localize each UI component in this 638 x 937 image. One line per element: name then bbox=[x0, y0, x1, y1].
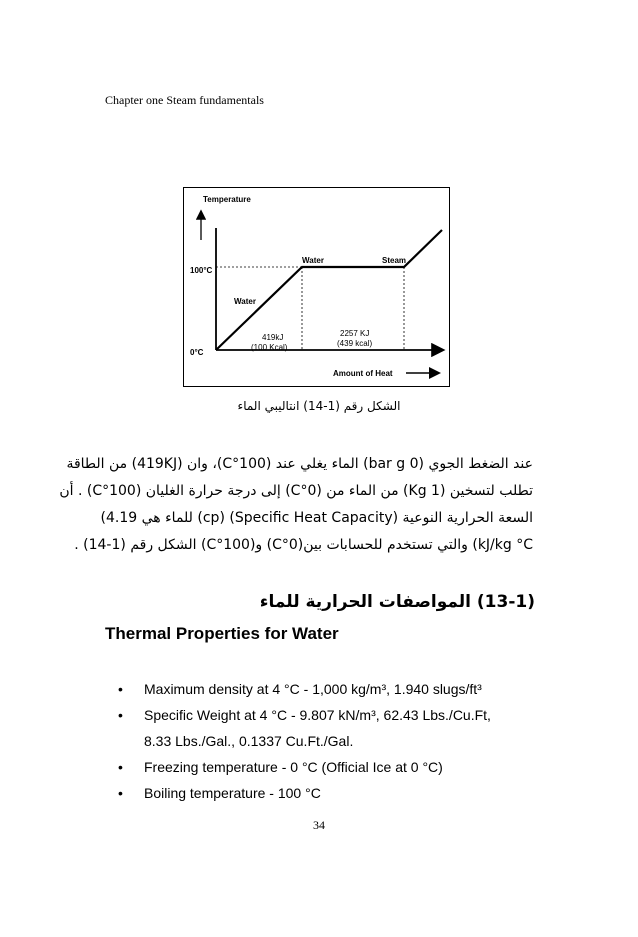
list-item: • Maximum density at 4 °C - 1,000 kg/m³, 1.940 slugs/ft³ bbox=[118, 676, 538, 702]
list-item: • Boiling temperature - 100 °C bbox=[118, 780, 538, 806]
bullet-icon: • bbox=[118, 681, 123, 697]
section-title-arabic: (13-1) المواصفات الحرارية للماء bbox=[259, 592, 535, 612]
label-0c: 0°C bbox=[190, 348, 204, 357]
figure-frame bbox=[183, 187, 450, 387]
label-100c: 100°C bbox=[190, 266, 213, 275]
water-top-label: Water bbox=[302, 256, 324, 265]
figure-caption: الشكل رقم (1-14) انتاليبي الماء bbox=[237, 399, 401, 413]
list-item: • Specific Weight at 4 °C - 9.807 kN/m³, 62.43 Lbs./Cu.Ft, bbox=[118, 702, 538, 728]
paragraph-line-1: عند الضغط الجوي (0 bar g) الماء يغلي عند (100°C)، وان (419KJ) من الطاقة bbox=[66, 456, 533, 472]
paragraph-line-4: kJ/kg °C) والتي تستخدم للحسابات بين(0°C) و(100°C) الشكل رقم (1-14) . bbox=[74, 537, 533, 553]
bullet-icon: • bbox=[118, 759, 123, 775]
y-axis-label: Temperature bbox=[203, 195, 251, 204]
list-item-continued: 8.33 Lbs./Gal., 0.1337 Cu.Ft./Gal. bbox=[144, 733, 354, 749]
energy-1-sub: (100 Kcal) bbox=[251, 343, 288, 352]
energy-1-label: 419kJ bbox=[262, 333, 284, 342]
paragraph-line-2: تطلب لتسخين (1 Kg) من الماء من (0°C) إلى درجة حرارة الغليان (100°C) . أن bbox=[59, 483, 533, 499]
paragraph-line-3: السعة الحرارية النوعية (Specific Heat Capacity) (cp) للماء هي 4.19) bbox=[100, 510, 533, 526]
section-title-english: Thermal Properties for Water bbox=[105, 624, 339, 643]
water-label: Water bbox=[234, 297, 256, 306]
steam-label: Steam bbox=[382, 256, 407, 265]
bullet-icon: • bbox=[118, 707, 123, 723]
energy-2-label: 2257 KJ bbox=[340, 329, 370, 338]
properties-list bbox=[118, 676, 538, 806]
list-item: • Freezing temperature - 0 °C (Official Ice at 0 °C) bbox=[118, 754, 538, 780]
bullet-icon: • bbox=[118, 785, 123, 801]
x-axis-label: Amount of Heat bbox=[333, 369, 393, 378]
heating-curve bbox=[216, 230, 442, 350]
page-header: Chapter one Steam fundamentals bbox=[105, 93, 264, 107]
energy-2-sub: (439 kcal) bbox=[337, 339, 373, 348]
page-number: 34 bbox=[313, 818, 325, 832]
temperature-enthalpy-diagram bbox=[184, 188, 449, 386]
